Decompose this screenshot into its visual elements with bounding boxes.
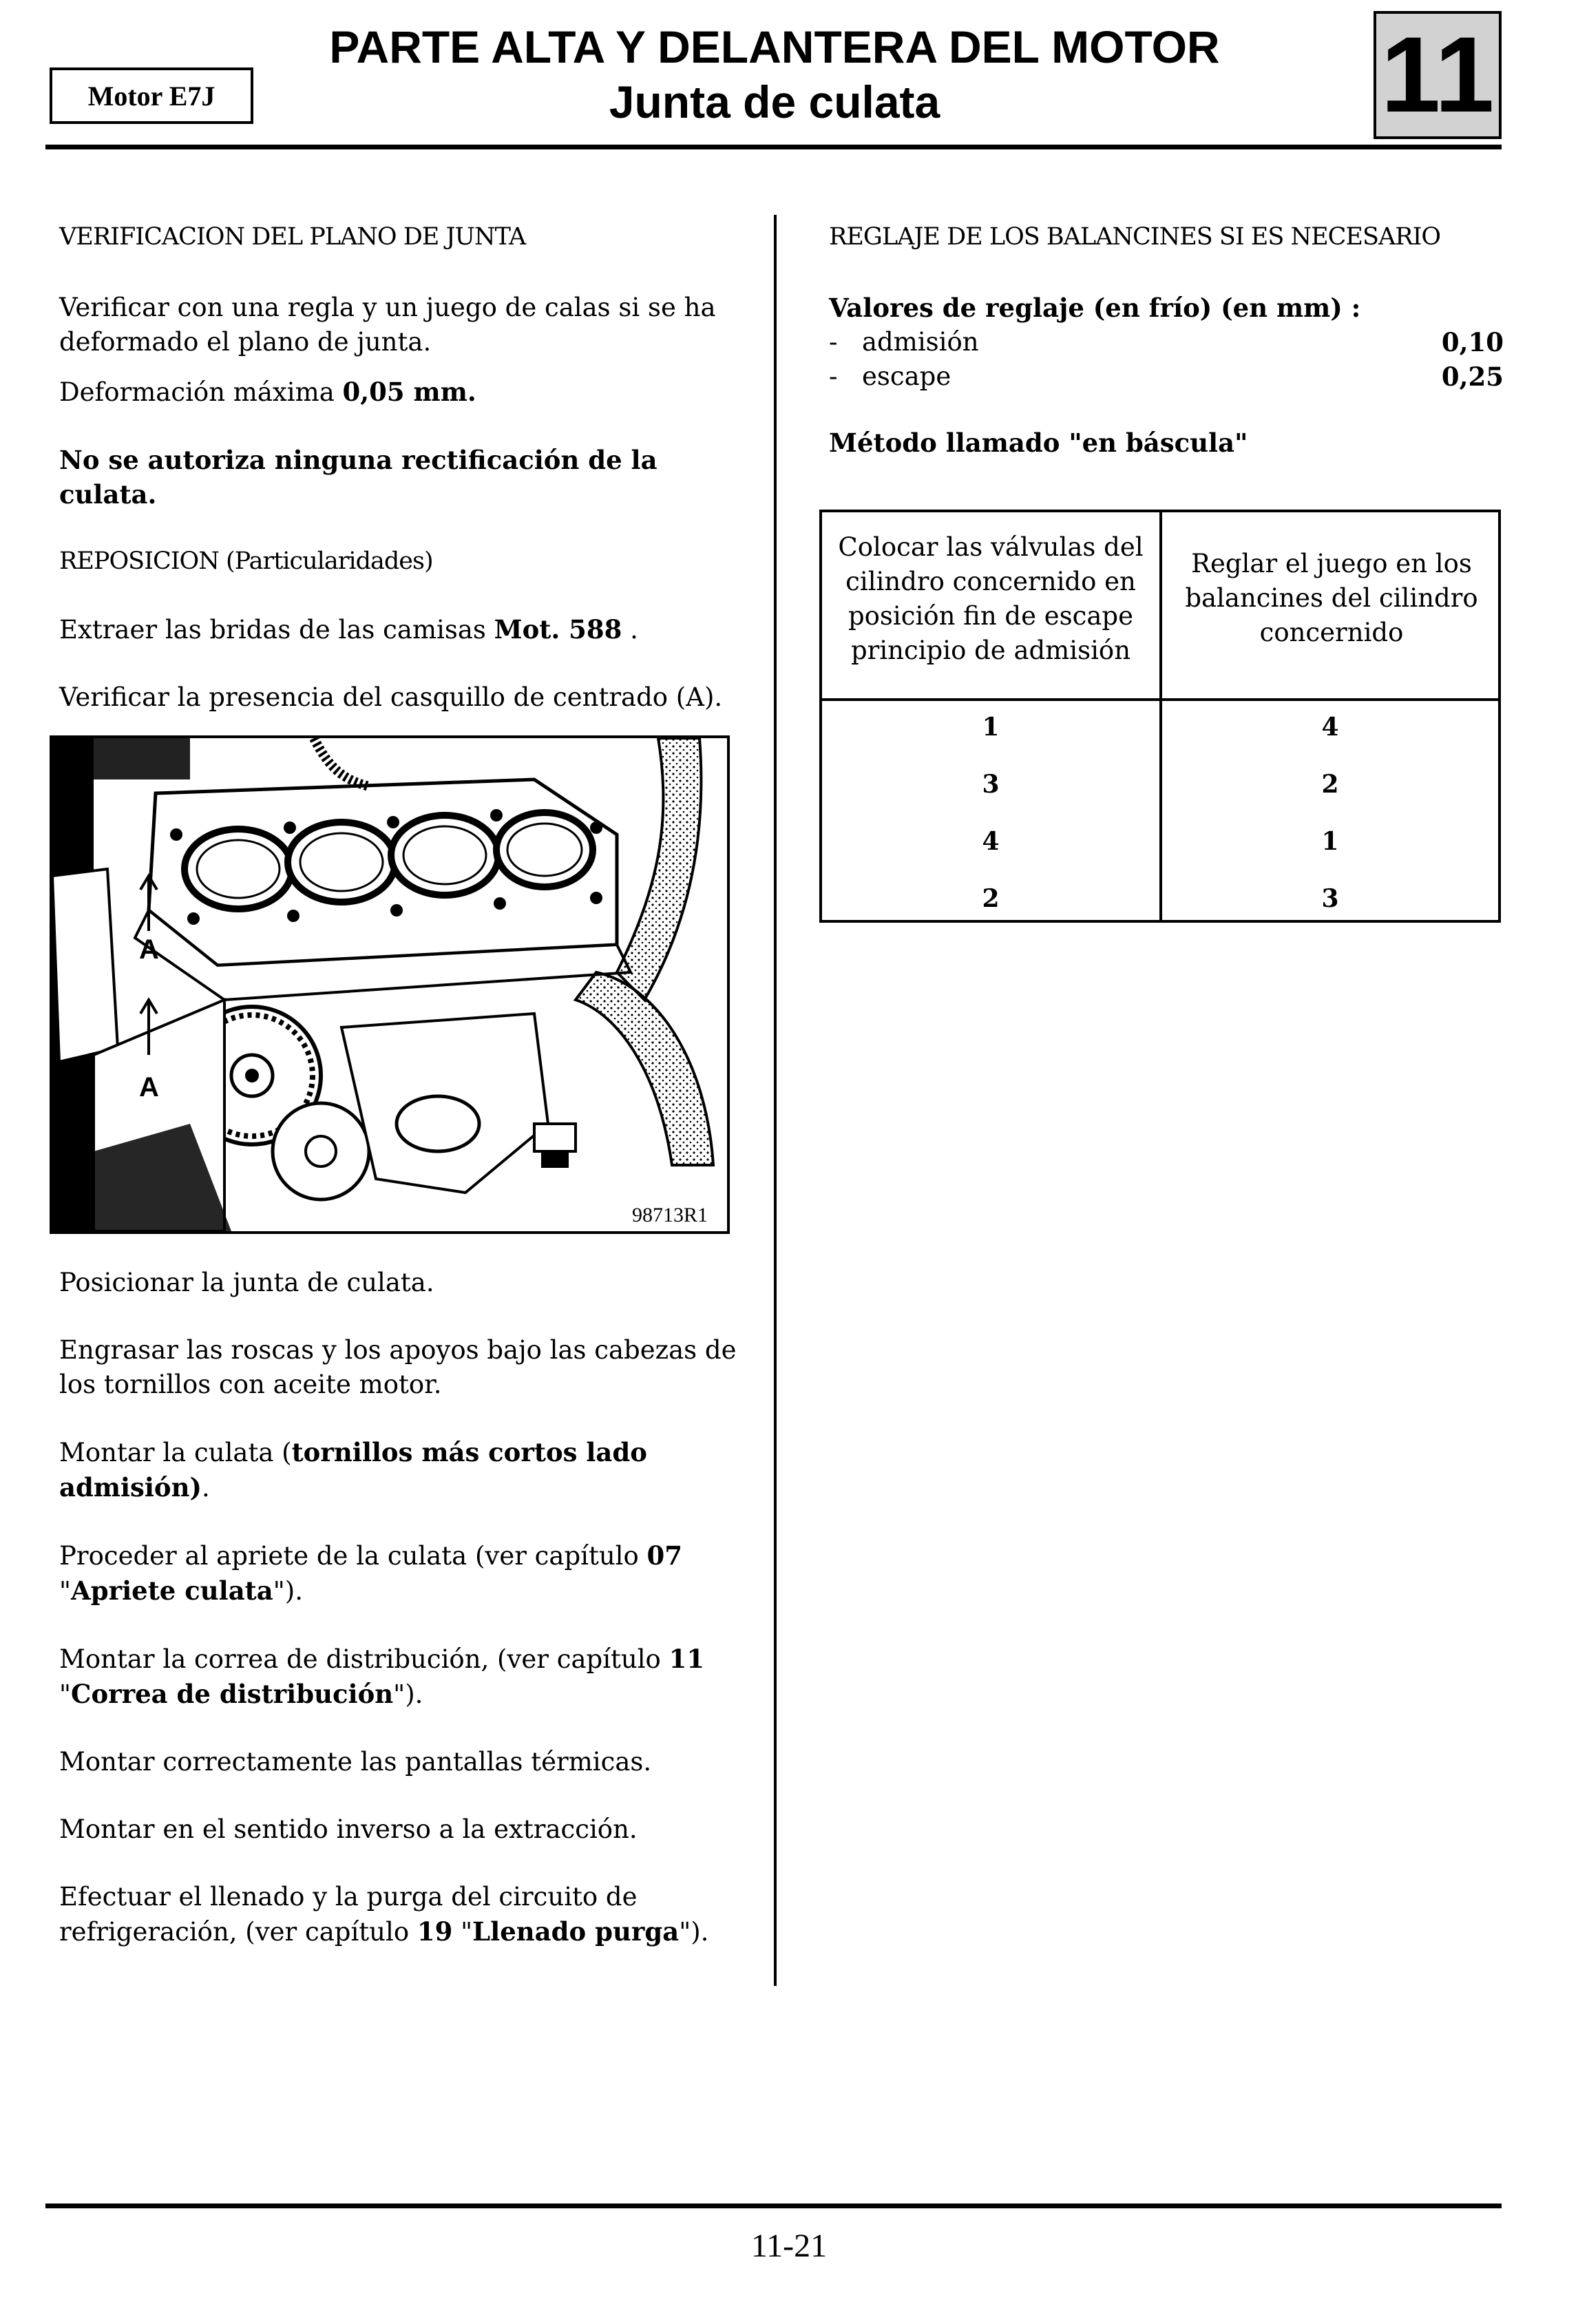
- table-cell: 4: [982, 827, 1000, 856]
- para-posicionar: Posicionar la junta de culata.: [59, 1268, 434, 1297]
- page-title: [275, 19, 1274, 129]
- table-cell: 3: [982, 770, 1000, 799]
- para-correa: Montar la correa de distribución, (ver capítulo 11 "Correa de distribución").: [59, 1644, 705, 1709]
- engine-code-box: [50, 67, 253, 124]
- table-cell: 2: [1321, 770, 1339, 799]
- label-a-upper: A: [139, 934, 159, 965]
- value-row-escape: - escape 0,25: [829, 362, 1504, 392]
- chapter-box: [1374, 11, 1502, 139]
- table-header-valves: Colocar las válvulas del cilindro concernido en posición fin de escape principio de admisión: [838, 532, 1144, 665]
- para-verificar-regla: Verificar con una regla y un juego de calas si se ha deformado el plano de junta.: [59, 293, 716, 357]
- heading-reposicion: REPOSICION (Particularidades): [59, 547, 433, 575]
- para-casquillo: Verificar la presencia del casquillo de centrado (A).: [59, 682, 723, 712]
- para-no-rectificacion: No se autoriza ninguna rectificación de la culata.: [59, 445, 658, 510]
- table-column-divider: [1159, 512, 1162, 920]
- heading-reglaje: REGLAJE DE LOS BALANCINES SI ES NECESARIO: [829, 223, 1441, 251]
- para-montar-culata: Montar la culata (tornillos más cortos lado admisión).: [59, 1437, 647, 1503]
- value-row-admision: - admisión 0,10: [829, 327, 1504, 357]
- label-a-lower: A: [139, 1072, 159, 1102]
- figure-code: 98713R1: [629, 1204, 711, 1227]
- table-header-divider: [822, 698, 1498, 701]
- subsection-title: Junta de culata: [609, 76, 940, 127]
- table-cell: 4: [1321, 713, 1339, 742]
- para-extraer-bridas: Extraer las bridas de las camisas Mot. 588 .: [59, 614, 638, 645]
- page-number: 11-21: [750, 2228, 828, 2264]
- engine-block-illustration: [52, 738, 727, 1231]
- table-cell: 3: [1321, 884, 1339, 913]
- para-apriete: Proceder al apriete de la culata (ver capítulo 07 "Apriete culata").: [59, 1540, 683, 1606]
- table-header-adjust: Reglar el juego en los balancines del cilindro concernido: [1185, 549, 1478, 647]
- footer-rule: [45, 2203, 1502, 2208]
- left-column-top: [59, 220, 741, 715]
- para-pantallas: Montar correctamente las pantallas térmicas.: [59, 1747, 652, 1777]
- para-engrasar: Engrasar las roscas y los apoyos bajo las cabezas de los tornillos con aceite motor.: [59, 1335, 737, 1399]
- engine-code: Motor E7J: [87, 80, 215, 112]
- heading-verificacion: VERIFICACION DEL PLANO DE JUNTA: [59, 223, 526, 251]
- table-cell: 1: [1321, 827, 1339, 856]
- para-sentido-inverso: Montar en el sentido inverso a la extracción.: [59, 1814, 638, 1844]
- engine-block-figure: [50, 735, 730, 1234]
- rocker-adjustment-table: [819, 510, 1501, 923]
- right-column: [829, 220, 1504, 460]
- method-label: Método llamado "en báscula": [829, 428, 1248, 458]
- table-cell: 1: [982, 713, 1000, 742]
- section-title: PARTE ALTA Y DELANTERA DEL MOTOR: [329, 21, 1220, 72]
- header-rule: [45, 145, 1502, 149]
- chapter-number: 11: [1380, 14, 1495, 135]
- values-title: Valores de reglaje (en frío) (en mm) :: [829, 293, 1361, 323]
- para-llenado: Efectuar el llenado y la purga del circuito de refrigeración, (ver capítulo 19 "Llenado purga").: [59, 1882, 709, 1947]
- table-cell: 2: [982, 884, 1000, 913]
- para-deformacion: Deformación máxima 0,05 mm.: [59, 377, 476, 407]
- column-divider: [774, 215, 777, 1986]
- left-column-bottom: [59, 1266, 741, 1949]
